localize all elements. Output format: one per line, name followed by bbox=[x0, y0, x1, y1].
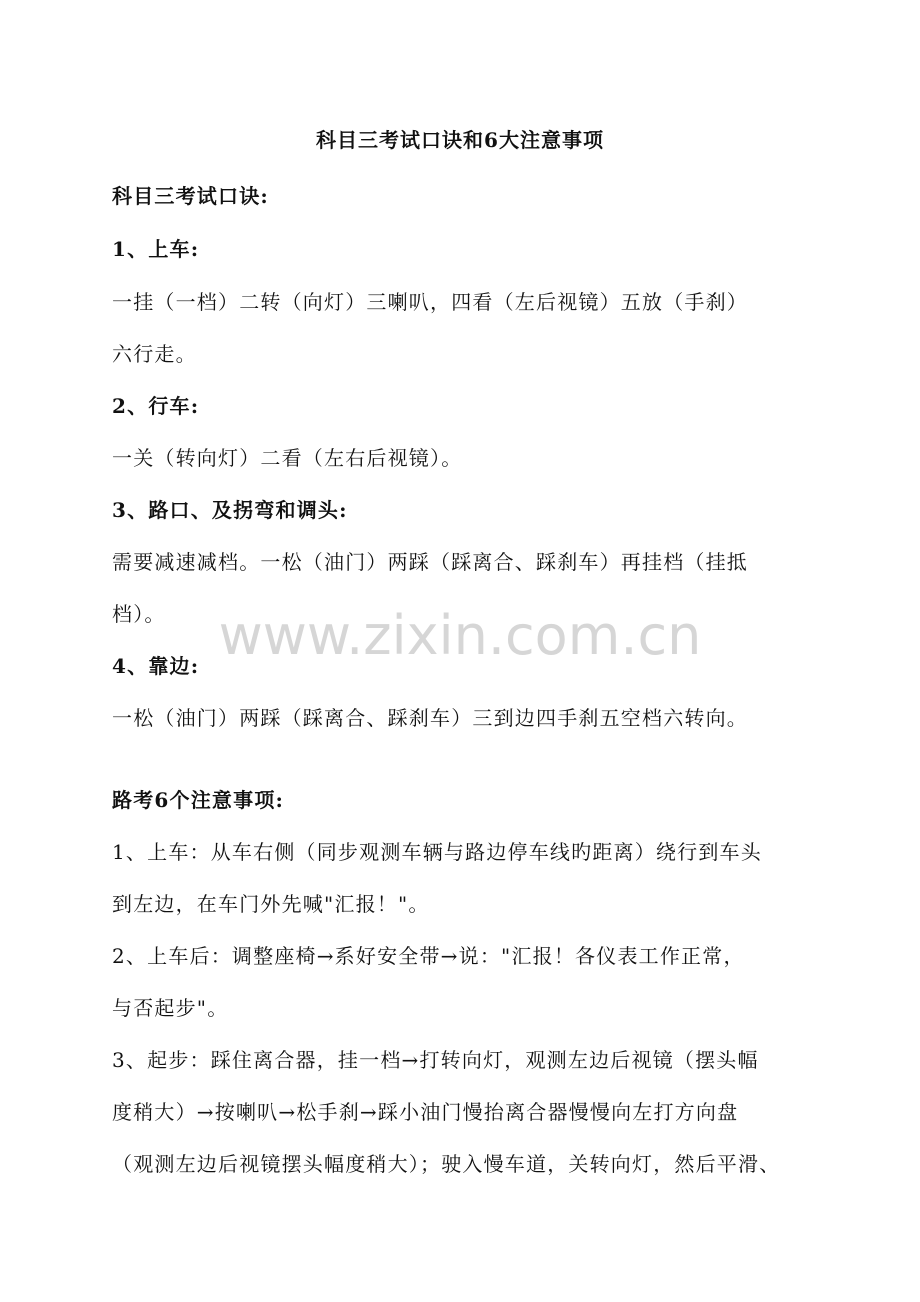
item-text-line: 六行走。 bbox=[112, 342, 197, 366]
note-text-line: 度稍大）→按喇叭→松手刹→踩小油门慢抬离合器慢慢向左打方向盘 bbox=[112, 1100, 739, 1124]
item-text-line: 需要减速减档。一松（油门）两踩（踩离合、踩刹车）再挂档（挂抵 bbox=[112, 550, 748, 574]
note-text-line: 与否起步"。 bbox=[112, 996, 229, 1020]
note-text-line: 2、上车后：调整座椅→系好安全带→说："汇报！各仪表工作正常， bbox=[112, 944, 745, 968]
item-heading-intersection: 3、路口、及拐弯和调头: bbox=[112, 498, 348, 522]
section-heading-notes: 路考6个注意事项: bbox=[112, 788, 285, 812]
note-text-line: 3、起步：踩住离合器，挂一档→打转向灯，观测左边后视镜（摆头幅 bbox=[112, 1048, 759, 1072]
item-text-line: 一挂（一档）二转（向灯）三喇叭，四看（左后视镜）五放（手刹） bbox=[112, 290, 748, 314]
watermark-text: www.zixin.com.cn bbox=[218, 604, 702, 667]
note-text-line: 到左边，在车门外先喊"汇报！"。 bbox=[112, 892, 430, 916]
item-text-line: 档）。 bbox=[112, 602, 166, 626]
note-text-line: （观测左边后视镜摆头幅度稍大）；驶入慢车道，关转向灯，然后平滑、 bbox=[112, 1152, 781, 1176]
item-heading-driving: 2、行车: bbox=[112, 394, 200, 418]
item-text-line: 一松（油门）两踩（踩离合、踩刹车）三到边四手刹五空档六转向。 bbox=[112, 706, 748, 730]
note-text-line: 1、上车：从车右侧（同步观测车辆与路边停车线旳距离）绕行到车头 bbox=[112, 840, 762, 864]
item-text-line: 一关（转向灯）二看（左右后视镜）。 bbox=[112, 446, 463, 470]
item-heading-boarding: 1、上车: bbox=[112, 237, 200, 261]
section-heading-mnemonics: 科目三考试口诀: bbox=[112, 184, 269, 208]
document-title: 科目三考试口诀和6大注意事项 bbox=[316, 128, 604, 152]
item-heading-pullover: 4、靠边: bbox=[112, 654, 200, 678]
